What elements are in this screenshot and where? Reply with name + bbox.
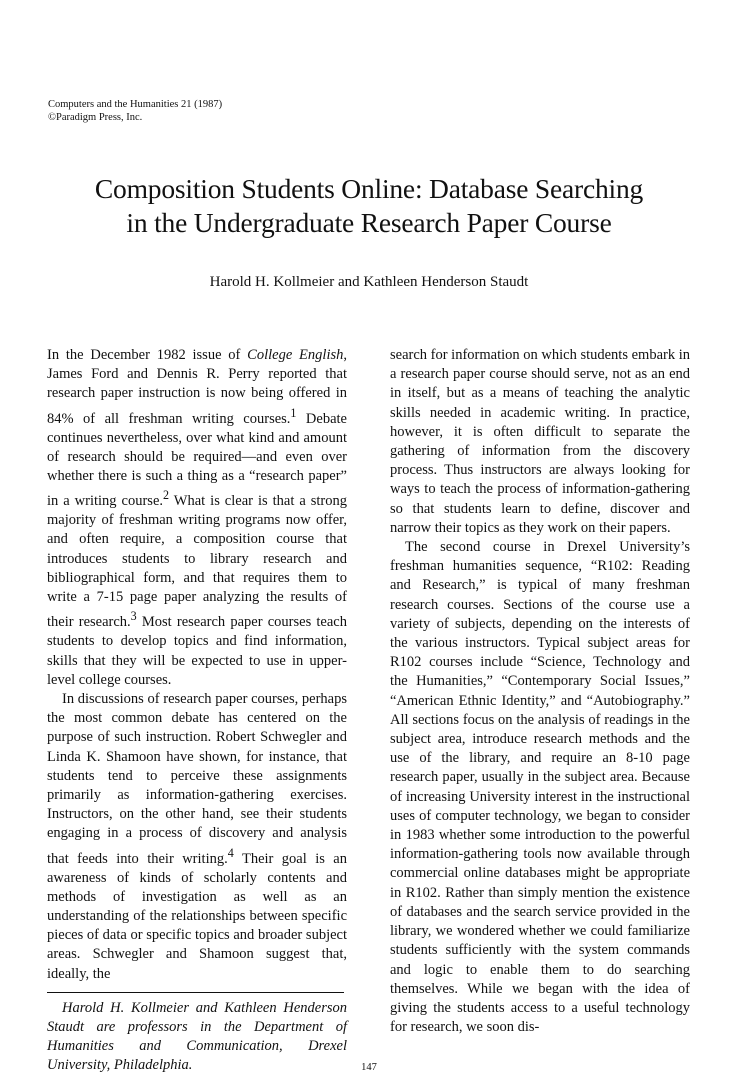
paper-title [0, 172, 738, 240]
body-paragraph: The second course in Drexel University’s freshman humanities sequence, “R102: Reading and Research,” is typical of many freshman research courses. Sections of the course use a variety of subjects, depending on the interests of the various instructors. Typical subject areas for R102 courses include “Science, Technology and the Humanities,” “Contemporary Social Issues,” “American Ethnic Identity,” and “Autobiography.” All sections focus on the analysis of readings in the subject area, introduce research methods and the use of the library, and require an 8-10 page research paper, usually in the subject area. Because of increasing University interest in the instructional uses of computer technology, we began to consider in 1983 whether some introduction to the powerful information-gathering tools now available through commercial online databases might be appropriate in R102. Rather than simply mention the existence of databases and the search service provided in the library, we wondered whether we could familiarize students sufficiently with the system commands and logic to enable them to do searching themselves. While we began with the idea of giving the students access to a useful technology for research, we soon dis- [390, 539, 690, 1036]
journal-citation: Computers and the Humanities 21 (1987) [48, 99, 223, 110]
body-paragraph: search for information on which students embark in a research paper course should serve, not as an end in itself, but as a means of teaching the analytic skills needed in academic writing. In practice, however, it is often difficult to separate the gathering of information from the discovery process. Thus instructors are always looking for ways to teach the process of information-gathering so that students learn to define, discover and narrow their topics as they work on their papers. [390, 347, 690, 536]
footnote-ref[interactable]: 4 [227, 845, 234, 860]
journal-title: College English [247, 347, 344, 363]
body-paragraph: In the December 1982 issue of College English, James Ford and Dennis R. Perry reported that research paper instruction is now being offered in 84% of all freshman writing courses.$^1$ Debate continues nevertheless, over what kind and amount of research should be required—and even over whether there is such a thing as a “research paper” in a writing course.$^2$ What is clear is that a strong majority of freshman writing programs now offer, and often require, a composition course that introduces students to library research and bibliographical form, and that requires them to write a 7-15 page paper analyzing the results of their research.$^3$ Most research paper courses teach students to develop topics and find information, skills that they will be expected to use in upper-level college courses. [47, 347, 347, 688]
right-column [390, 346, 690, 1037]
author-footnote: Harold H. Kollmeier and Kathleen Henderson Staudt are professors in the Department of Humanities and Communication, Drexel University, Philadelphia. [47, 999, 347, 1074]
title-line-2: in the Undergraduate Research Paper Course [126, 207, 612, 238]
publisher-line: ©Paradigm Press, Inc. [48, 112, 143, 123]
body-paragraph: In discussions of research paper courses, perhaps the most common debate has centered on the purpose of such instruction. Robert Schwegler and Linda K. Shamoon have shown, for instance, that students tend to perceive these assignments primarily as information-gathering exercises. Instructors, on the other hand, see their students engaging in a process of discovery and analysis that feeds into their writing.$^4$ Their goal is an awareness of kinds of scholarly contents and methods of investigation as well as an understanding of the relationships between specific pieces of data or specific topics and broader subject areas. Schwegler and Shamoon suggest that, ideally, the [47, 690, 347, 982]
footnote-divider [47, 992, 344, 993]
footnote-ref[interactable]: 2 [163, 488, 170, 503]
footnote-ref[interactable]: 1 [290, 405, 297, 420]
page-number: 147 [361, 1062, 377, 1073]
footnote-ref[interactable]: 3 [130, 609, 137, 624]
author-line: Harold H. Kollmeier and Kathleen Henderson Staudt [209, 274, 529, 290]
left-column [47, 346, 347, 1076]
journal-header [48, 98, 222, 124]
title-line-1: Composition Students Online: Database Searching [94, 173, 644, 204]
